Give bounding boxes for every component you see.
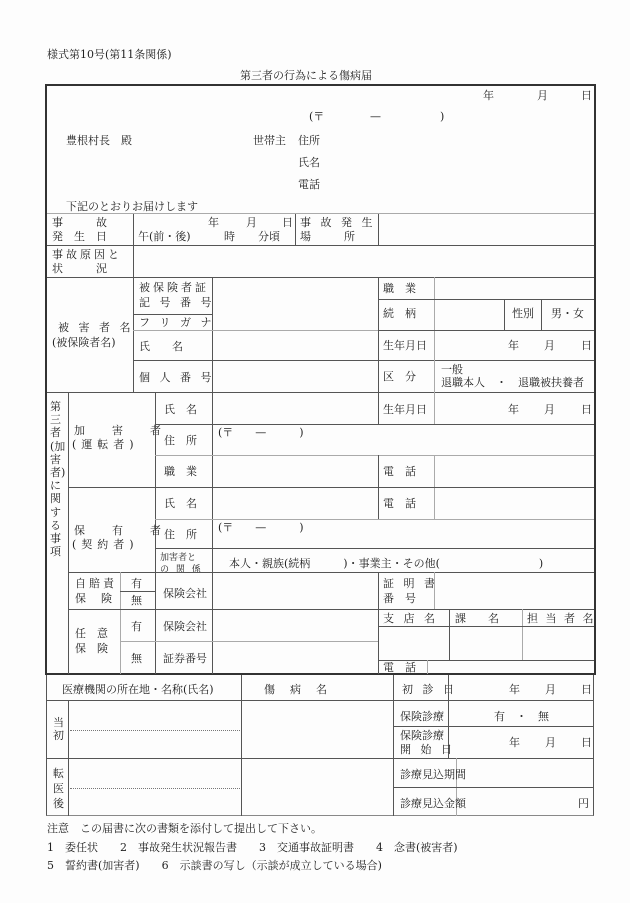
addressee: 豊根村長 殿 xyxy=(66,134,132,147)
first-visit-month: 月 xyxy=(545,683,556,696)
accident-date-label-1: 事 故 xyxy=(52,216,107,229)
form-number: 様式第10号(第11条関係) xyxy=(47,48,172,61)
header-postal-close: ) xyxy=(440,110,445,123)
owner-label-2: (契約者) xyxy=(72,538,139,551)
header-day: 日 xyxy=(581,89,592,102)
ic-start-month: 月 xyxy=(545,736,556,749)
sex-options[interactable]: 男・女 xyxy=(551,307,584,320)
accident-place-label-2: 場 所 xyxy=(300,230,355,243)
insurance-phone-label: 電 話 xyxy=(383,661,416,674)
victim-birth-day: 日 xyxy=(581,339,592,352)
accident-ampm: 午(前・後) xyxy=(138,230,191,243)
disease-header: 傷 病 名 xyxy=(264,683,329,696)
jibaiseki-label-1: 自賠責 xyxy=(75,577,117,590)
offender-name-label: 氏 名 xyxy=(164,403,197,416)
accident-cause-label-1: 事故原因と xyxy=(52,248,122,261)
first-visit-label: 初 診 日 xyxy=(402,683,457,696)
offender-birth-month: 月 xyxy=(544,403,555,416)
accident-month: 月 xyxy=(246,216,257,229)
accident-hour: 時 xyxy=(224,230,235,243)
victim-birth-label: 生年月日 xyxy=(383,339,427,352)
accident-day: 日 xyxy=(282,216,293,229)
personal-no-label: 個 人 番 号 xyxy=(139,371,215,384)
insurance-care-label: 保険診療 xyxy=(400,710,444,723)
divider xyxy=(47,213,594,214)
third-party-section-label: 第三者(加害者)に関する事項 xyxy=(50,400,66,559)
insured-no-label-1: 被保険者証 xyxy=(139,281,209,294)
offender-birth-day: 日 xyxy=(581,403,592,416)
notice-text: 下記のとおりお届けします xyxy=(66,200,198,213)
offender-phone-label: 電 話 xyxy=(383,465,416,478)
jibaiseki-company-label: 保険会社 xyxy=(163,587,207,600)
relation-label-2: の 関 係 xyxy=(160,565,203,575)
jibaiseki-no[interactable]: 無 xyxy=(131,594,142,607)
header-postal-dash: — xyxy=(370,110,381,123)
certificate-label-1: 証 明 書 xyxy=(383,577,438,590)
offender-birth-label: 生年月日 xyxy=(383,403,427,416)
first-visit-day: 日 xyxy=(581,683,592,696)
section-label: 課 名 xyxy=(455,612,499,625)
furigana-label: フ リ ガ ナ xyxy=(139,316,215,329)
notes-line-2: 1 委任状 2 事故発生状況報告書 3 交通事故証明書 4 念書(被害者) xyxy=(47,841,458,854)
policy-no-label: 証券番号 xyxy=(163,652,207,665)
voluntary-yes[interactable]: 有 xyxy=(131,620,142,633)
offender-birth-year: 年 xyxy=(508,403,519,416)
expected-period-label: 診療見込期間 xyxy=(400,768,466,781)
category-retired[interactable]: 退職本人 ・ 退職被扶養者 xyxy=(441,376,584,389)
header-year: 年 xyxy=(483,89,494,102)
voluntary-label-2: 保 険 xyxy=(75,642,108,655)
victim-birth-month: 月 xyxy=(544,339,555,352)
header-month: 月 xyxy=(537,89,548,102)
expected-amount-label: 診療見込金額 xyxy=(400,797,466,810)
voluntary-label-1: 任 意 xyxy=(75,627,108,640)
ic-start-label-2: 開 始 日 xyxy=(400,743,455,756)
institution-header: 医療機関の所在地・名称(氏名) xyxy=(62,683,214,696)
victim-label-1: 被 害 者 名 xyxy=(58,321,134,334)
certificate-label-2: 番 号 xyxy=(383,592,416,605)
offender-occupation-label: 職 業 xyxy=(164,465,197,478)
transfer-label: 転医後 xyxy=(53,767,64,810)
sex-label: 性別 xyxy=(512,307,534,320)
accident-year: 年 xyxy=(208,216,219,229)
victim-birth-year: 年 xyxy=(508,339,519,352)
initial-label: 当初 xyxy=(53,716,64,742)
ic-start-day: 日 xyxy=(581,736,592,749)
jibaiseki-label-2: 保 険 xyxy=(75,592,114,605)
ic-start-label-1: 保険診療 xyxy=(400,729,444,742)
owner-label-1: 保 有 者 xyxy=(74,524,169,537)
accident-cause-label-2: 状 況 xyxy=(52,262,107,275)
offender-address-label: 住 所 xyxy=(164,434,197,447)
owner-name-label: 氏 名 xyxy=(164,497,197,510)
victim-label-2: (被保険者名) xyxy=(52,336,116,349)
offender-label-1: 加 害 者 xyxy=(74,424,169,437)
owner-address-label: 住 所 xyxy=(164,528,197,541)
notes-line-3: 5 誓約書(加害者) 6 示談書の写し（示談が成立している場合) xyxy=(47,859,382,872)
branch-label: 支 店 名 xyxy=(383,612,438,625)
ic-start-year: 年 xyxy=(509,736,520,749)
jibaiseki-yes[interactable]: 有 xyxy=(131,577,142,590)
contact-label: 担 当 者 名 xyxy=(527,612,596,625)
category-label: 区 分 xyxy=(383,370,416,383)
owner-phone-label: 電 話 xyxy=(383,497,416,510)
phone-label: 電話 xyxy=(298,178,320,191)
address-label: 住所 xyxy=(298,134,320,147)
offender-postal: (〒 — ) xyxy=(218,426,304,439)
owner-postal: (〒 — ) xyxy=(218,521,304,534)
insurance-care-value[interactable]: 有 ・ 無 xyxy=(494,710,549,723)
offender-label-2: (運転者) xyxy=(72,438,139,451)
yen-unit: 円 xyxy=(578,797,589,810)
relation-label-1: 加害者と xyxy=(160,553,197,563)
victim-occupation-label: 職 業 xyxy=(383,282,416,295)
accident-date-label-2: 発 生 日 xyxy=(52,230,107,243)
header-postal-open: (〒 xyxy=(309,110,325,123)
notes-line-1: 注意 この届書に次の書類を添付して提出して下さい。 xyxy=(47,822,322,835)
accident-minute: 分頃 xyxy=(258,230,280,243)
victim-name-label: 氏 名 xyxy=(139,340,183,353)
householder-label: 世帯主 xyxy=(253,134,286,147)
category-general[interactable]: 一般 xyxy=(441,363,463,376)
voluntary-company-label: 保険会社 xyxy=(163,620,207,633)
insured-no-label-2: 記 号 番 号 xyxy=(139,296,215,309)
accident-place-label-1: 事 故 発 生 xyxy=(300,216,376,229)
page-title: 第三者の行為による傷病届 xyxy=(240,69,372,82)
name-label: 氏名 xyxy=(298,156,320,169)
first-visit-year: 年 xyxy=(509,683,520,696)
relation-value[interactable]: 本人・親族(続柄 )・事業主・その他( ) xyxy=(229,557,544,570)
voluntary-no[interactable]: 無 xyxy=(131,652,142,665)
victim-relation-label: 続 柄 xyxy=(383,307,416,320)
